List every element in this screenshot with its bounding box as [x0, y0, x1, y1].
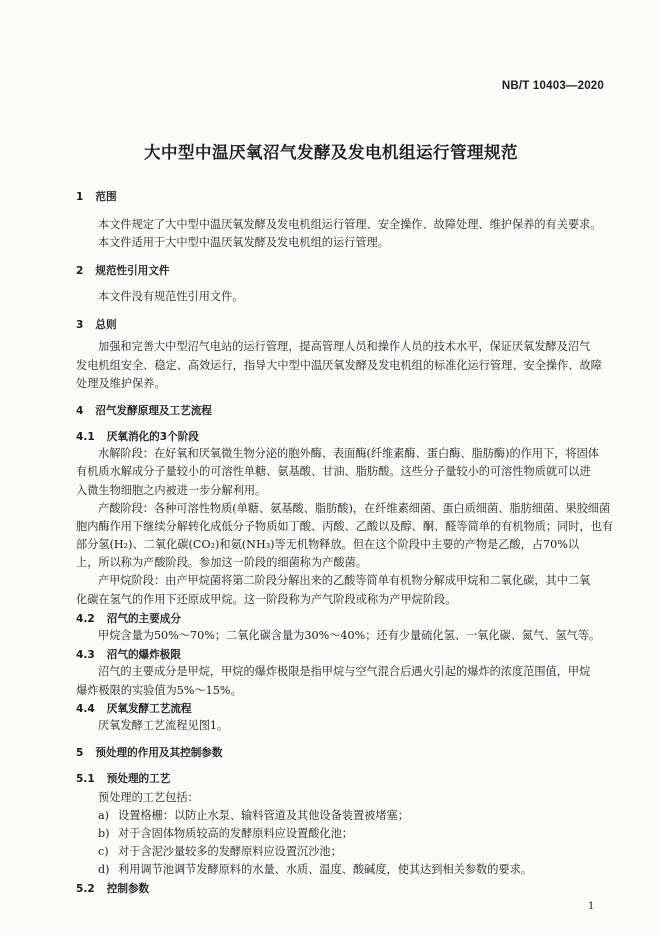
section-5-heading: 5 预处理的作用及其控制参数: [76, 747, 223, 759]
subsection-4-2-heading: 4.2 沼气的主要成分: [76, 613, 181, 625]
list-item: c) 对于含泥沙量较多的发酵原料应设置沉沙池；: [98, 845, 342, 858]
paragraph: 产酸阶段：各种可溶性物质(单糖、氨基酸、脂肪酸)，在纤维素细菌、蛋白质细菌、脂肪细菌、果胶细菌: [98, 502, 611, 515]
subsection-5-1-heading: 5.1 预处理的工艺: [76, 773, 171, 785]
paragraph: 本文件规定了大中型中温厌氧发酵及发电机组运行管理、安全操作、故障处理、维护保养的有关要求。: [98, 218, 602, 231]
list-item: b) 对于含固体物质较高的发酵原料应设置酸化池；: [98, 827, 353, 840]
section-4-heading: 4 沼气发酵原理及工艺流程: [76, 405, 212, 417]
paragraph: 加强和完善大中型沼气电站的运行管理，提高管理人员和操作人员的技术水平，保证厌氧发酵及沼气: [98, 340, 591, 353]
paragraph: 入微生物细胞之内被进一步分解利用。: [76, 484, 267, 497]
paragraph: 上，所以称为产酸阶段。参加这一阶段的细菌称为产酸菌。: [76, 556, 367, 569]
list-item: d) 利用调节池调节发酵原料的水量、水质、温度、酸碱度，使其达到相关参数的要求。: [98, 863, 532, 876]
paragraph: 厌氧发酵工艺流程见图1。: [98, 719, 229, 732]
paragraph: 沼气的主要成分是甲烷，甲烷的爆炸极限是指甲烷与空气混合后遇火引起的爆炸的浓度范围值，甲烷: [98, 665, 591, 678]
paragraph: 发电机组安全、稳定、高效运行，指导大中型中温厌氧发酵及发电机组的标准化运行管理、安全操作、故障: [76, 359, 602, 372]
paragraph: 产甲烷阶段：由产甲烷菌将第二阶段分解出来的乙酸等简单有机物分解成甲烷和二氧化碳，其中二氧: [98, 574, 591, 587]
standard-code: NB/T 10403—2020: [501, 80, 604, 92]
paragraph: 水解阶段：在好氧和厌氧微生物分泌的胞外酶、表面酶(纤维素酶、蛋白酶、脂肪酶)的作用下，将固体: [98, 447, 599, 460]
document-title: 大中型中温厌氧沼气发酵及发电机组运行管理规范: [144, 143, 518, 162]
paragraph: 本文件没有规范性引用文件。: [98, 290, 244, 303]
page-number: 1: [588, 901, 595, 912]
paragraph: 有机质水解成分子量较小的可溶性单糖、氨基酸、甘油、脂肪酸。这些分子量较小的可溶性物质就可以进: [76, 465, 591, 478]
section-2-heading: 2 规范性引用文件: [76, 265, 170, 277]
paragraph: 甲烷含量为50%～70%；二氧化碳含量为30%～40%；还有少量硫化氢、一氧化碳、氮气、氢气等。: [98, 629, 601, 642]
section-3-heading: 3 总则: [76, 319, 117, 331]
section-1-heading: 1 范围: [76, 191, 117, 203]
paragraph: 化碳在氢气的作用下还原成甲烷。这一阶段称为产气阶段或称为产甲烷阶段。: [76, 593, 457, 606]
paragraph: 预处理的工艺包括：: [98, 791, 199, 804]
paragraph: 爆炸极限的实验值为5%～15%。: [76, 684, 242, 697]
subsection-5-2-heading: 5.2 控制参数: [76, 883, 150, 895]
paragraph: 处理及维护保养。: [76, 377, 166, 390]
subsection-4-4-heading: 4.4 厌氧发酵工艺流程: [76, 703, 192, 715]
paragraph: 本文件适用于大中型中温厌氧发酵及发电机组的运行管理。: [98, 236, 389, 249]
subsection-4-3-heading: 4.3 沼气的爆炸极限: [76, 649, 181, 661]
list-item: a) 设置格栅：以防止水泵、输料管道及其他设备装置被堵塞；: [98, 809, 409, 822]
paragraph: 胞内酶作用下继续分解转化成低分子物质如丁酸、丙酸、乙酸以及醇、酮、醛等简单的有机物质；同时，也有: [76, 520, 614, 533]
subsection-4-1-heading: 4.1 厌氧消化的3个阶段: [76, 431, 199, 443]
paragraph: 部分氢(H₂)、二氧化碳(CO₂)和氨(NH₃)等无机物释放。但在这个阶段中主要的产物是乙酸，占70%以: [76, 538, 580, 551]
